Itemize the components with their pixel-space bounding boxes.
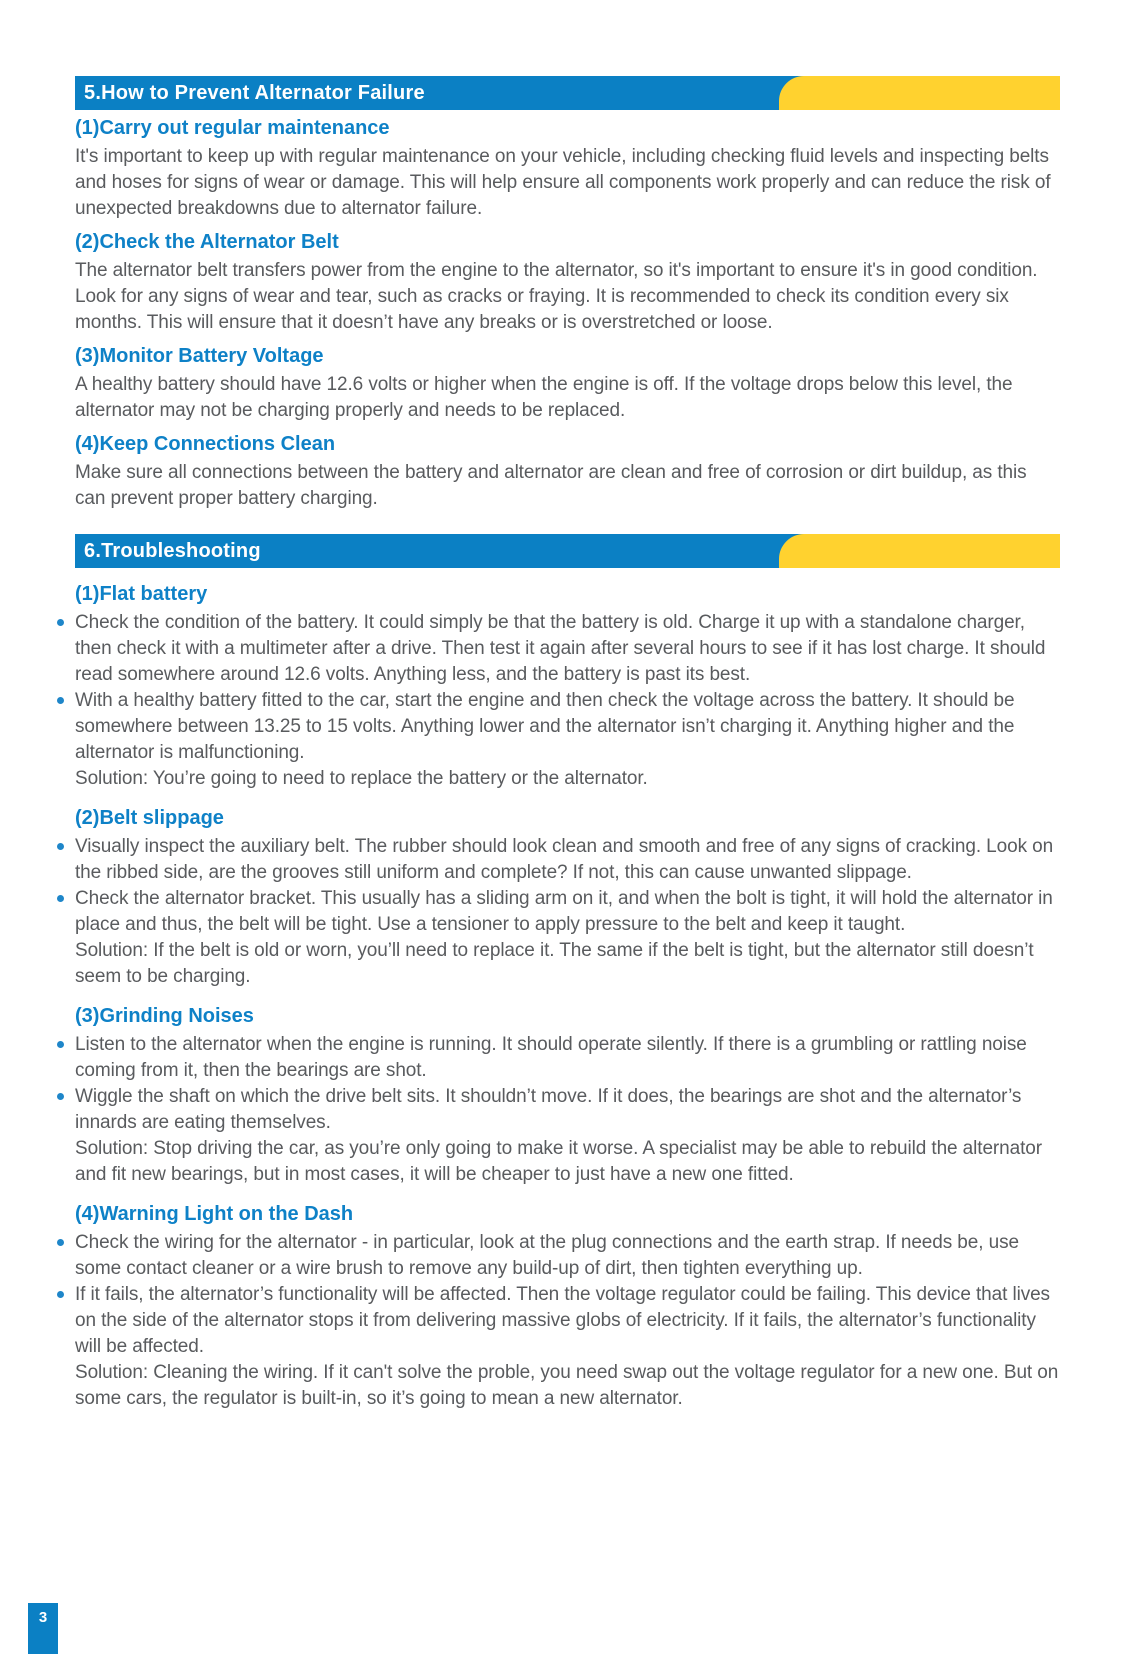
subsection-paragraph: A healthy battery should have 12.6 volts or higher when the engine is off. If the voltage drops below this level, the alternator may not be charging properly and needs to be replaced.	[75, 374, 1013, 421]
solution-text: Solution: Stop driving the car, as you’re only going to make it worse. A specialist may be able to rebuild the alternator and fit new bearings, but in most cases, it will be cheaper to just have a new one fitted.	[75, 1138, 1042, 1185]
bullet-text: With a healthy battery fitted to the car, start the engine and then check the voltage across the battery. It should be somewhere between 13.25 to 15 volts. Anything lower and the alternator isn’t charging it. Anything higher and the alternator is malfunctioning.	[75, 690, 1015, 763]
bullet-text: Check the wiring for the alternator - in particular, look at the plug connections and the earth strap. If needs be, use some contact cleaner or a wire brush to remove any build-up of dirt, then tighten everything up.	[75, 1232, 1019, 1279]
subsection-grinding-noises	[75, 1004, 1060, 1188]
subsection-heading: (1)Carry out regular maintenance	[75, 117, 390, 139]
section-6-banner	[75, 534, 1060, 568]
subsection-heading: (2)Check the Alternator Belt	[75, 231, 339, 253]
solution-text: Solution: You’re going to need to replace the battery or the alternator.	[75, 768, 648, 789]
bullet-list	[75, 610, 1060, 766]
bullet-text: Listen to the alternator when the engine is running. It should operate silently. If there is a grumbling or rattling noise coming from it, then the bearings are shot.	[75, 1034, 1027, 1081]
page-number-badge: 3	[28, 1603, 58, 1654]
bullet-text: If it fails, the alternator’s functionality will be affected. Then the voltage regulator could be failing. This device that lives on the side of the alternator stops it from delivering massive globs of electricity. If it fails, the alternator’s functionality will be affected.	[75, 1284, 1050, 1357]
bullet-text: Wiggle the shaft on which the drive belt sits. It shouldn’t move. If it does, the bearings are shot and the alternator’s innards are eating themselves.	[75, 1086, 1022, 1133]
bullet-dot-icon	[57, 895, 64, 902]
bullet-item	[75, 1230, 1060, 1282]
subsection-paragraph: The alternator belt transfers power from the engine to the alternator, so it's important to ensure it's in good condition. Look for any signs of wear and tear, such as cracks or fraying. It is recommended to check its condition every six months. This will ensure that it doesn’t have any breaks or is overstretched or loose.	[75, 260, 1038, 333]
bullet-item	[75, 1032, 1060, 1084]
bullet-list	[75, 834, 1060, 938]
section-5-title: 5.How to Prevent Alternator Failure	[84, 82, 425, 104]
section-troubleshooting	[75, 582, 1060, 1412]
bullet-item	[75, 1084, 1060, 1136]
bullet-dot-icon	[57, 619, 64, 626]
subsection-regular-maintenance	[75, 116, 1060, 222]
subsection-paragraph: It's important to keep up with regular maintenance on your vehicle, including checking fluid levels and inspecting belts and hoses for signs of wear or damage. This will help ensure all components work properly and can reduce the risk of unexpected breakdowns due to alternator failure.	[75, 146, 1051, 219]
bullet-item	[75, 1282, 1060, 1360]
bullet-dot-icon	[57, 843, 64, 850]
subsection-heading: (4)Warning Light on the Dash	[75, 1203, 354, 1225]
bullet-dot-icon	[57, 1239, 64, 1246]
subsection-heading: (4)Keep Connections Clean	[75, 433, 336, 455]
section-prevent-failure	[75, 116, 1060, 512]
subsection-flat-battery	[75, 582, 1060, 792]
bullet-dot-icon	[57, 1041, 64, 1048]
solution-text: Solution: Cleaning the wiring. If it can't solve the proble, you need swap out the voltage regulator for a new one. But on some cars, the regulator is built-in, so it’s going to mean a new alternator.	[75, 1362, 1059, 1409]
bullet-dot-icon	[57, 697, 64, 704]
subsection-heading: (3)Monitor Battery Voltage	[75, 345, 324, 367]
subsection-warning-light	[75, 1202, 1060, 1412]
bullet-dot-icon	[57, 1291, 64, 1298]
subsection-heading: (1)Flat battery	[75, 583, 208, 605]
bullet-item	[75, 886, 1060, 938]
subsection-belt-slippage	[75, 806, 1060, 990]
section-6-title: 6.Troubleshooting	[84, 540, 261, 562]
subsection-check-belt	[75, 230, 1060, 336]
page-content	[75, 76, 1060, 1412]
bullet-text: Visually inspect the auxiliary belt. The rubber should look clean and smooth and free of any signs of cracking. Look on the ribbed side, are the grooves still uniform and complete? If not, this can cause unwanted slippage.	[75, 836, 1054, 883]
subsection-monitor-voltage	[75, 344, 1060, 424]
bullet-text: Check the condition of the battery. It could simply be that the battery is old. Charge it up with a standalone charger, then check it with a multimeter after a drive. Then test it again after several hours to see if it has lost charge. It should read somewhere around 12.6 volts. Anything less, and the battery is past its best.	[75, 612, 1046, 685]
bullet-list	[75, 1032, 1060, 1136]
subsection-paragraph: Make sure all connections between the battery and alternator are clean and free of corrosion or dirt buildup, as this can prevent proper battery charging.	[75, 462, 1027, 509]
bullet-item	[75, 688, 1060, 766]
bullet-dot-icon	[57, 1093, 64, 1100]
bullet-item	[75, 834, 1060, 886]
subsection-heading: (2)Belt slippage	[75, 807, 224, 829]
subsection-keep-connections-clean	[75, 432, 1060, 512]
bullet-item	[75, 610, 1060, 688]
subsection-heading: (3)Grinding Noises	[75, 1005, 254, 1027]
solution-text: Solution: If the belt is old or worn, you’ll need to replace it. The same if the belt is tight, but the alternator still doesn’t seem to be charging.	[75, 940, 1034, 987]
bullet-text: Check the alternator bracket. This usually has a sliding arm on it, and when the bolt is tight, it will hold the alternator in place and thus, the belt will be tight. Use a tensioner to apply pressure to the belt and keep it taught.	[75, 888, 1053, 935]
section-5-banner	[75, 76, 1060, 110]
bullet-list	[75, 1230, 1060, 1360]
